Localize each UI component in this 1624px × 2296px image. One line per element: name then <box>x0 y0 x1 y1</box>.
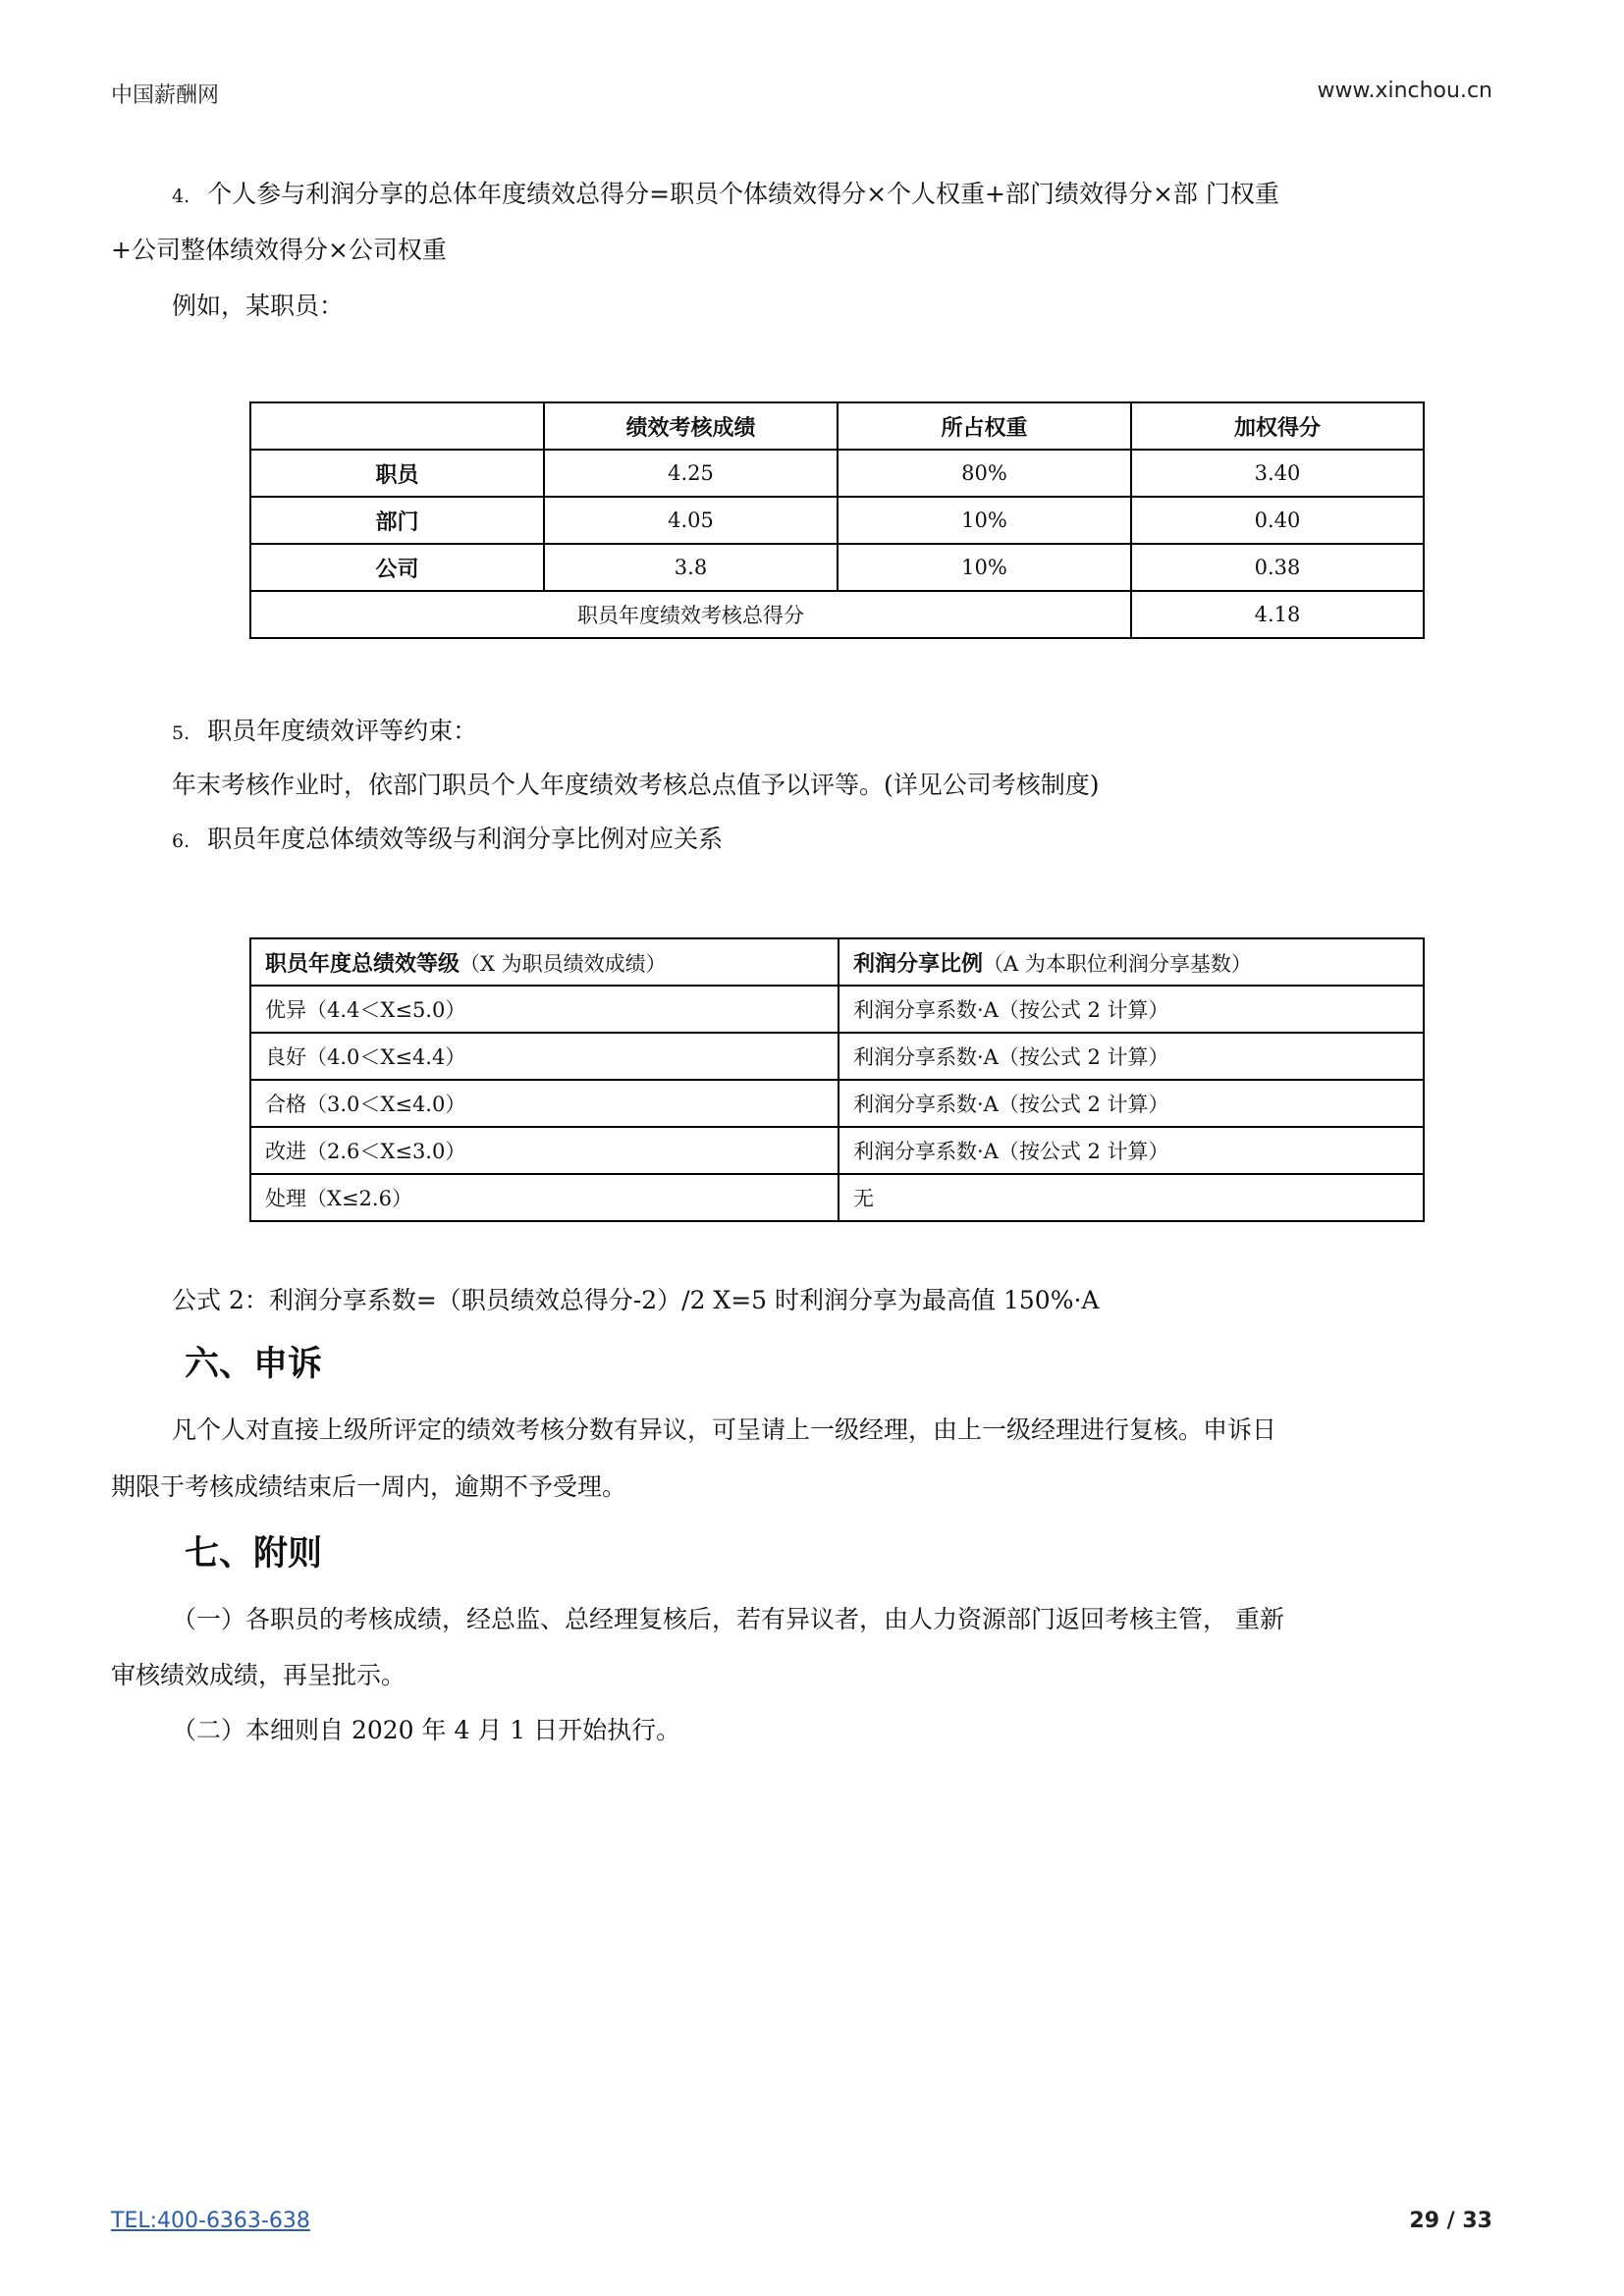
grade-header-label: 职员年度总绩效等级 <box>265 951 460 977</box>
weighted-cell: 3.40 <box>1131 450 1424 497</box>
table-row <box>250 1174 1424 1221</box>
header-site-name: 中国薪酬网 <box>111 83 220 108</box>
ratio-header <box>839 938 1424 986</box>
ratio-header-note: （A 为本职位利润分享基数） <box>983 951 1252 976</box>
weighted-cell: 0.40 <box>1131 497 1424 544</box>
section7-line3: （二）本细则自 2020 年 4 月 1 日开始执行。 <box>172 1716 681 1744</box>
table-header-cell: 所占权重 <box>838 402 1131 450</box>
section6-line1: 凡个人对直接上级所评定的绩效考核分数有异议，可呈请上一级经理，由上一级经理进行复核。申诉日 <box>172 1415 1277 1444</box>
grade-cell: 优异（4.4＜X≤5.0） <box>250 986 839 1033</box>
page-number: 29 / 33 <box>1409 2209 1492 2233</box>
formula-2: 公式 2：利润分享系数=（职员绩效总得分-2）/2 X=5 时利润分享为最高值 150%·A <box>172 1286 1100 1314</box>
item6-title-line <box>172 825 723 854</box>
item5-body: 年末考核作业时，依部门职员个人年度绩效考核总点值予以评等。(详见公司考核制度) <box>172 771 1100 799</box>
table-row <box>250 1127 1424 1174</box>
total-value: 4.18 <box>1131 591 1424 638</box>
row-label: 职员 <box>250 450 544 497</box>
ratio-header-label: 利润分享比例 <box>853 951 984 977</box>
grade-cell: 处理（X≤2.6） <box>250 1174 839 1221</box>
table-row <box>250 450 1424 497</box>
table-row <box>250 544 1424 591</box>
example-text: 例如，某职员： <box>172 292 345 320</box>
item5-number: 5. <box>172 722 190 744</box>
section6-line2: 期限于考核成绩结束后一周内，逾期不予受理。 <box>111 1472 627 1501</box>
row-label: 公司 <box>250 544 544 591</box>
section7-line1: （一）各职员的考核成绩，经总监、总经理复核后，若有异议者，由人力资源部门返回考核主管， 重新 <box>172 1605 1284 1633</box>
header-url[interactable]: www.xinchou.cn <box>1317 79 1492 103</box>
ratio-cell: 利润分享系数·A（按公式 2 计算） <box>839 986 1424 1033</box>
item4-text: 个人参与利润分享的总体年度绩效总得分=职员个体绩效得分×个人权重+部门绩效得分×部 门权重 <box>207 180 1279 208</box>
weight-cell: 10% <box>838 497 1131 544</box>
score-cell: 4.25 <box>544 450 838 497</box>
weight-cell: 10% <box>838 544 1131 591</box>
grade-cell: 合格（3.0＜X≤4.0） <box>250 1080 839 1127</box>
weighted-score-table <box>249 401 1425 639</box>
table-header-cell <box>250 402 544 450</box>
score-cell: 4.05 <box>544 497 838 544</box>
table-row <box>250 1033 1424 1080</box>
table-total-row <box>250 591 1424 638</box>
row-label: 部门 <box>250 497 544 544</box>
ratio-cell: 无 <box>839 1174 1424 1221</box>
table-header-row <box>250 402 1424 450</box>
item4-line2: +公司整体绩效得分×公司权重 <box>111 236 447 264</box>
table-row <box>250 1080 1424 1127</box>
grade-header-note: （X 为职员绩效成绩） <box>460 951 667 976</box>
item6-title: 职员年度总体绩效等级与利润分享比例对应关系 <box>207 825 724 853</box>
ratio-cell: 利润分享系数·A（按公式 2 计算） <box>839 1080 1424 1127</box>
item5-title-line <box>172 717 477 746</box>
grade-cell: 良好（4.0＜X≤4.4） <box>250 1033 839 1080</box>
weight-cell: 80% <box>838 450 1131 497</box>
footer-tel-link[interactable]: TEL:400-6363-638 <box>111 2209 310 2233</box>
ratio-cell: 利润分享系数·A（按公式 2 计算） <box>839 1127 1424 1174</box>
total-label: 职员年度绩效考核总得分 <box>250 591 1131 638</box>
item4-number: 4. <box>172 186 190 207</box>
table-header-row <box>250 938 1424 986</box>
section7-title: 七、附则 <box>185 1534 323 1574</box>
grade-header <box>250 938 839 986</box>
table-row <box>250 986 1424 1033</box>
section7-line2: 审核绩效成绩，再呈批示。 <box>111 1661 406 1689</box>
grade-cell: 改进（2.6＜X≤3.0） <box>250 1127 839 1174</box>
item4-line1 <box>172 180 1279 209</box>
ratio-cell: 利润分享系数·A（按公式 2 计算） <box>839 1033 1424 1080</box>
section6-title: 六、申诉 <box>185 1345 323 1384</box>
table-row <box>250 497 1424 544</box>
weighted-cell: 0.38 <box>1131 544 1424 591</box>
table-header-cell: 加权得分 <box>1131 402 1424 450</box>
item6-number: 6. <box>172 830 190 852</box>
score-cell: 3.8 <box>544 544 838 591</box>
item5-title: 职员年度绩效评等约束： <box>207 717 478 745</box>
table-header-cell: 绩效考核成绩 <box>544 402 838 450</box>
grade-ratio-table <box>249 937 1425 1222</box>
